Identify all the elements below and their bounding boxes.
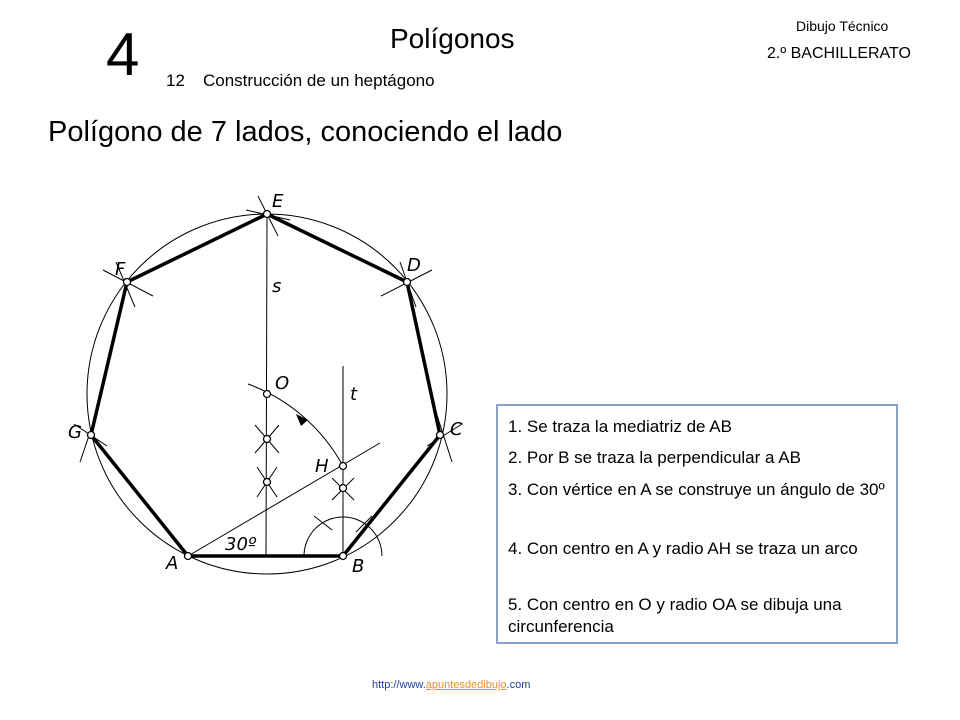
angle-label: 30º [225, 534, 257, 555]
footer-suffix: .com [506, 679, 531, 691]
line-label-t: t [350, 384, 358, 405]
lesson-title: Construcción de un heptágono [203, 71, 435, 90]
point-label-h: H [315, 456, 329, 477]
subject-label: Dibujo Técnico [796, 18, 889, 34]
steps-box [496, 404, 898, 644]
point-label-o: O [275, 373, 290, 394]
unit-title: Polígonos [390, 23, 515, 54]
vertex-label-e: E [272, 191, 284, 212]
page-heading: Polígono de 7 lados, conociendo el lado [48, 116, 563, 148]
step-1: 1. Se traza la mediatriz de AB [508, 417, 732, 436]
thirty-degree-line [188, 443, 380, 556]
vertex-label-a: A [166, 553, 179, 574]
course-label: 2.º BACHILLERATO [767, 45, 911, 62]
step-2: 2. Por B se traza la perpendicular a AB [508, 448, 801, 467]
vertex-label-b: B [352, 556, 365, 577]
step-5: 5. Con centro en O y radio OA se dibuja una circunferencia [508, 595, 842, 636]
lesson-number: 12 [166, 71, 185, 90]
footer-link[interactable]: apuntesdedibujo [425, 679, 507, 691]
mediatrix-line-s [266, 218, 267, 556]
line-label-s: s [272, 276, 282, 297]
heptagon [91, 214, 440, 556]
vertex-label-c: C [450, 419, 463, 440]
unit-number: 4 [106, 21, 140, 88]
vertex-label-g: G [68, 422, 82, 443]
step-4: 4. Con centro en A y radio AH se traza un arco [508, 539, 858, 558]
vertex-label-f: F [115, 259, 126, 280]
vertex-label-d: D [407, 255, 421, 276]
footer-prefix: http://www. [372, 679, 426, 691]
step-3: 3. Con vértice en A se construye un ángulo de 30º [508, 480, 885, 499]
footer-url [372, 678, 530, 692]
arc-centre-a [248, 384, 343, 466]
